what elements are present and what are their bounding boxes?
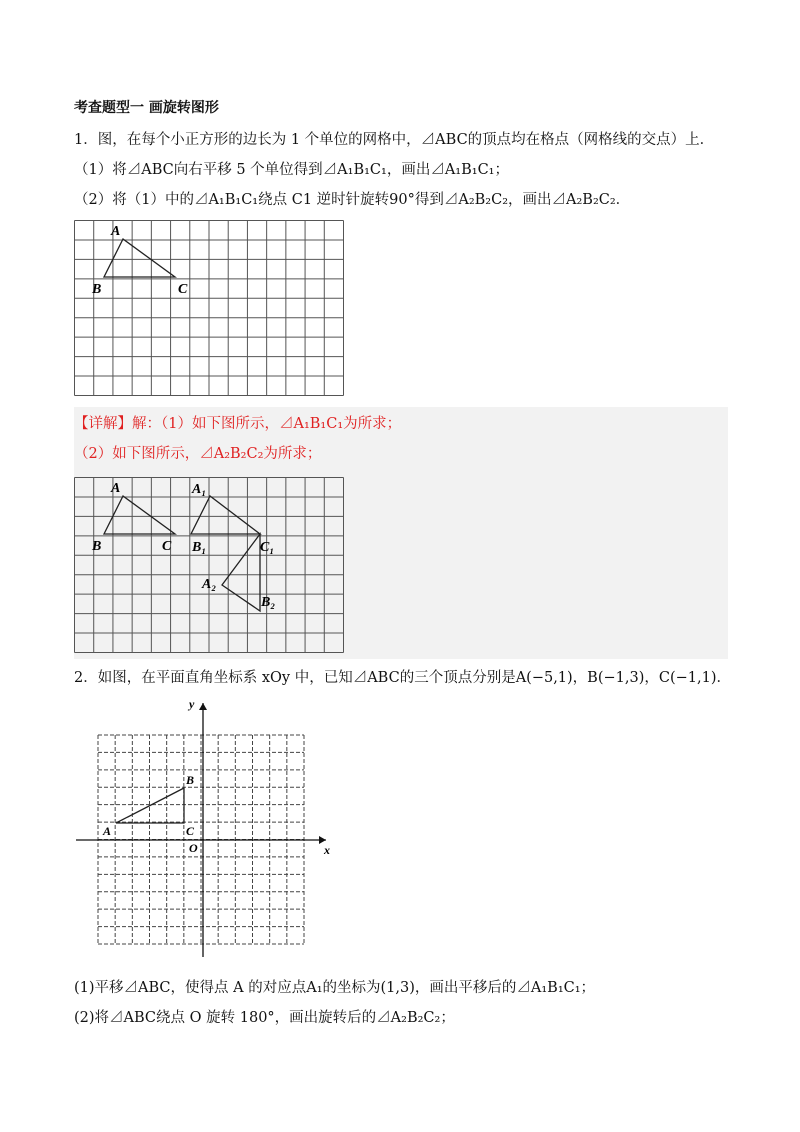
triangle-abc [104, 496, 175, 534]
label-x: x [324, 843, 330, 857]
label-b1: B₁ [192, 540, 207, 555]
q1-grid-figure [74, 220, 344, 396]
label-b: B [92, 282, 102, 297]
q2-stem: 2．如图，在平面直角坐标系 xOy 中，已知⊿ABC的三个顶点分别是A(−5,1)，B(−1,3)，C(−1,1)． [74, 670, 731, 686]
label-b2: B₂ [261, 595, 276, 610]
answer-line1-text: 解：（1）如下图所示，⊿A₁B₁C₁为所求； [132, 416, 402, 432]
label-c: C [162, 539, 172, 554]
q2-part2: (2)将⊿ABC绕点 O 旋转 180°，画出旋转后的⊿A₂B₂C₂； [74, 1010, 455, 1026]
triangle-a2b2c2 [222, 534, 260, 611]
label-b: B [186, 773, 195, 787]
triangle-a1b1c1 [191, 496, 260, 534]
answer-line1 [74, 414, 401, 434]
label-a: A [111, 224, 121, 239]
answer-grid-figure [74, 477, 344, 653]
label-b: B [92, 539, 102, 554]
y-axis-arrow-icon [199, 703, 207, 710]
q2-part1: (1)平移⊿ABC，使得点 A 的对应点A₁的坐标为(1,3)，画出平移后的⊿A₁B₁C₁； [74, 980, 596, 996]
label-a2: A₂ [202, 577, 217, 592]
answer-tag: 【详解】 [74, 416, 132, 432]
label-c: C [178, 282, 188, 297]
label-a: A [103, 824, 112, 838]
section-title: 考查题型一 画旋转图形 [74, 100, 219, 116]
q1-part1: （1）将⊿ABC向右平移 5 个单位得到⊿A₁B₁C₁，画出⊿A₁B₁C₁； [74, 162, 509, 178]
label-a1: A₁ [192, 482, 207, 497]
triangle-abc [116, 788, 184, 823]
q1-part2: （2）将（1）中的⊿A₁B₁C₁绕点 C1 逆时针旋转90°得到⊿A₂B₂C₂，画出⊿A₂B₂C₂． [74, 192, 631, 208]
label-c1: C₁ [260, 540, 275, 555]
label-c: C [186, 824, 195, 838]
q2-coordinate-figure [76, 695, 338, 960]
label-o: O [189, 841, 198, 855]
label-y: y [189, 697, 195, 711]
q1-stem: 1．图，在每个小正方形的边长为 1 个单位的网格中，⊿ABC的顶点均在格点（网格线的交点）上． [74, 132, 715, 148]
answer-line2: （2）如下图所示，⊿A₂B₂C₂为所求； [74, 446, 322, 462]
triangle-abc [104, 239, 175, 277]
label-a: A [111, 481, 121, 496]
